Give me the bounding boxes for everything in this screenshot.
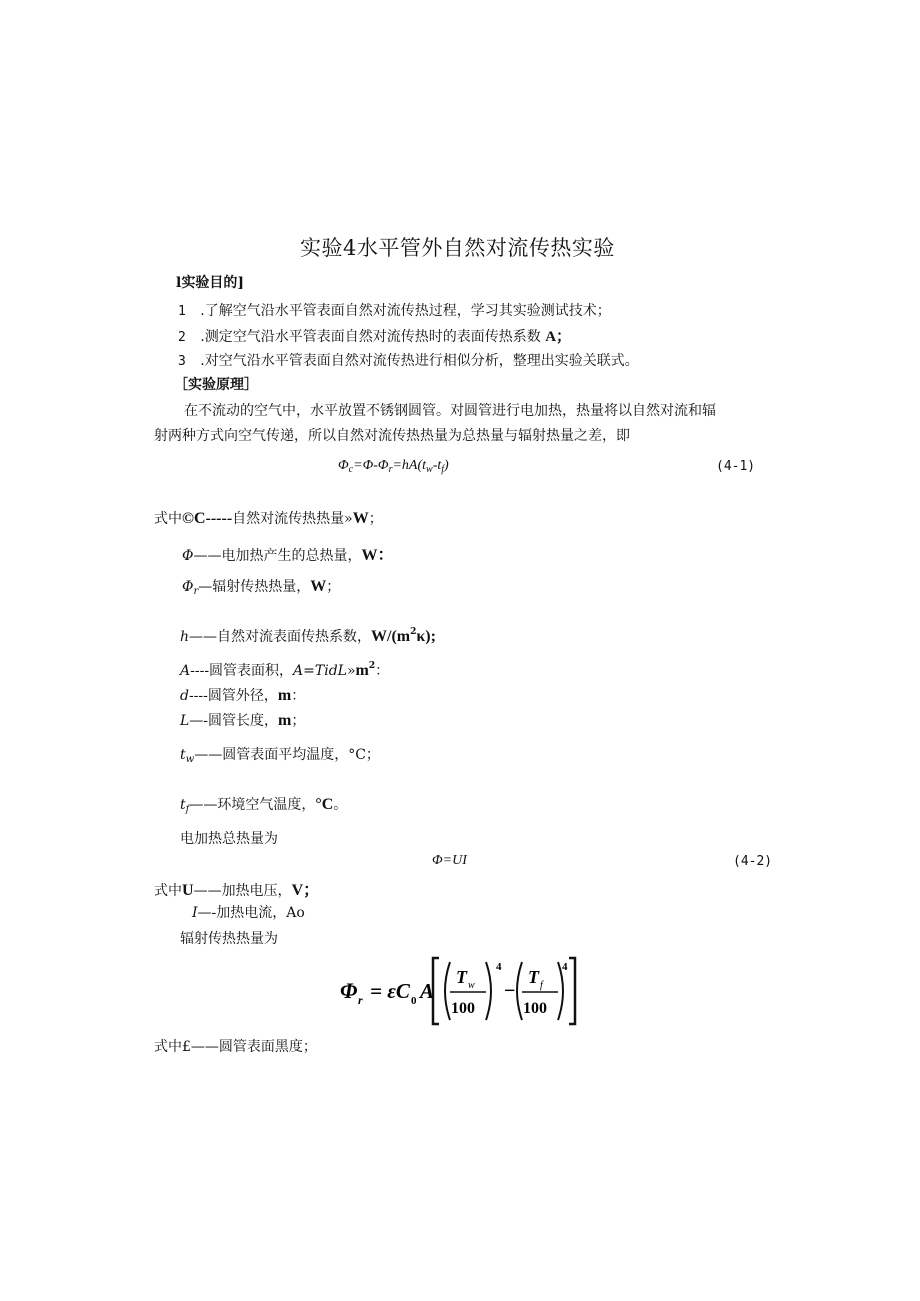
equation-4-1: $\Phi_c=\Phi-\Phi_r=hA(t_w-t_f)$	[338, 458, 449, 475]
def-tf: $t_f——$环境空气温度，°C。	[180, 796, 348, 815]
tf-symbol: T	[528, 967, 539, 987]
def-voltage: 式中U——加热电压，V；	[154, 882, 320, 899]
equation-4-2: Φ=UI	[432, 853, 467, 868]
purpose-text: .测定空气沿水平管表面自然对流传热时的表面传热系数	[200, 329, 541, 345]
purpose-num: 3	[178, 354, 186, 369]
denominator-2: 100	[523, 1000, 547, 1017]
purpose-text: .了解空气沿水平管表面自然对流传热过程，学习其实验测试技术；	[200, 303, 611, 319]
purpose-heading: l实验目的]	[176, 275, 244, 291]
principle-heading: ［实验原理］	[174, 377, 258, 393]
formula-lhs-sub: r	[358, 993, 363, 1007]
minus-sign: −	[504, 980, 516, 1002]
principle-line-1: 在不流动的空气中，水平放置不锈钢圆管。对圆管进行电加热，热量将以自然对流和辐	[184, 403, 716, 419]
radiation-formula	[336, 952, 586, 1030]
def-phic: 式中©C-----自然对流传热热量»W；	[154, 510, 383, 527]
tw-sub: w	[468, 980, 475, 991]
equation-number-4-2: (4-2)	[733, 854, 773, 869]
purpose-num: 1	[178, 304, 186, 319]
def-length: L—-圆管长度，m；	[180, 712, 306, 729]
left-paren-2	[517, 962, 522, 1020]
left-paren-1	[445, 962, 450, 1020]
formula-eps-c: = εC	[370, 979, 410, 1003]
tw-symbol: T	[456, 967, 467, 987]
left-bracket	[433, 958, 439, 1024]
tf-sub: f	[540, 980, 543, 991]
equation-number-4-1: (4-1)	[716, 459, 756, 474]
formula-c-sub: 0	[411, 995, 417, 1007]
denominator-1: 100	[451, 1000, 475, 1017]
def-area: A----圆管表面积，$A=TidL»m^2$：	[180, 661, 390, 679]
formula-lhs: Φ	[340, 978, 358, 1003]
exponent-1: 4	[496, 961, 502, 973]
def-tw: $t_w——$圆管表面平均温度，°C；	[180, 747, 380, 765]
radiation-intro: 辐射传热热量为	[180, 931, 278, 947]
def-current: I—-加热电流，Ao	[192, 905, 305, 921]
principle-line-2: 射两种方式向空气传递，所以自然对流传热热量为总热量与辐射热量之差，即	[154, 428, 630, 444]
purpose-num: 2	[178, 330, 186, 345]
purpose-text-tail: A；	[545, 329, 572, 345]
def-emissivity: 式中£——圆管表面黑度；	[154, 1039, 317, 1055]
electric-intro: 电加热总热量为	[180, 831, 278, 847]
purpose-text: .对空气沿水平管表面自然对流传热进行相似分析，整理出实验关联式。	[200, 353, 639, 369]
right-paren-1	[486, 962, 491, 1020]
page-title: 实验4水平管外自然对流传热实验	[300, 236, 615, 260]
def-diameter: d----圆管外径，m：	[180, 687, 306, 704]
def-phir: $\Phi_r—$辐射传热热量，W；	[182, 578, 341, 597]
formula-area: A	[420, 979, 435, 1003]
right-bracket	[569, 958, 575, 1024]
exponent-2: 4	[562, 961, 568, 973]
purpose-item-3	[178, 350, 639, 370]
def-h: h——自然对流表面传热系数，$W/(m^2\kappa)$;	[180, 627, 436, 645]
purpose-item-2	[178, 325, 571, 346]
purpose-item-1	[178, 300, 611, 320]
def-phi: Φ——电加热产生的总热量，W：	[182, 547, 394, 564]
